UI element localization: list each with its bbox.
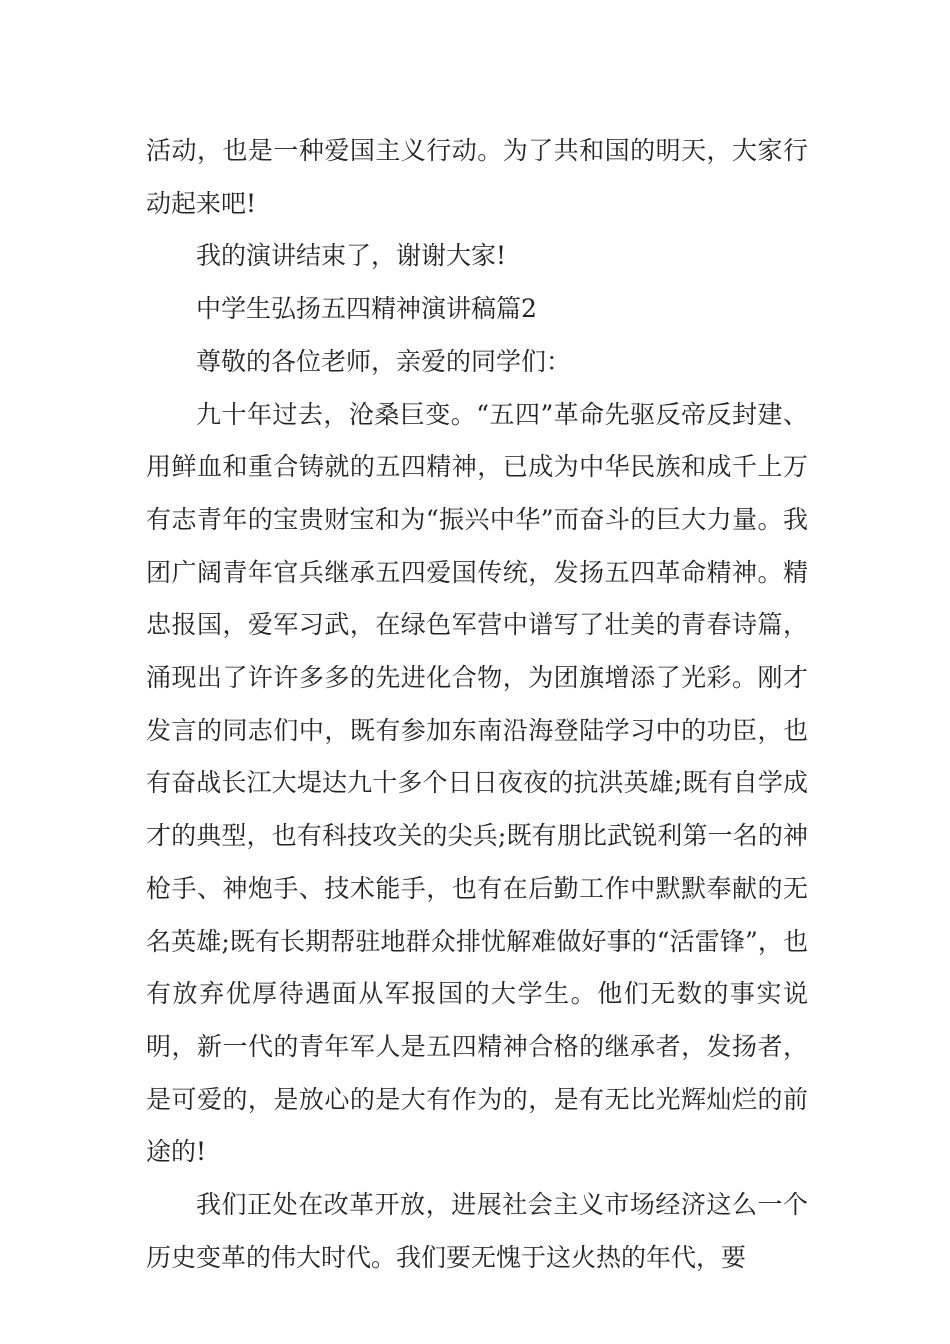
document-body bbox=[146, 125, 808, 1284]
paragraph-body: 九十年过去，沧桑巨变。“五四”革命先驱反帝反封建、用鲜血和重合铸就的五四精神，已成为中华民族和成千上万有志青年的宝贵财宝和为“振兴中华”而奋斗的巨大力量。我团广阔青年官兵继承五四爱国传统，发扬五四革命精神。精忠报国，爱军习武，在绿色军营中谱写了壮美的青春诗篇，涌现出了许许多多的先进化合物，为团旗增添了光彩。刚才发言的同志们中，既有参加东南沿海登陆学习中的功臣，也有奋战长江大堤达九十多个日日夜夜的抗洪英雄;既有自学成才的典型，也有科技攻关的尖兵;既有朋比武锐利第一名的神枪手、神炮手、技术能手，也有在后勤工作中默默奉献的无名英雄;既有长期帮驻地群众排忧解难做好事的“活雷锋”，也有放弃优厚待遇面从军报国的大学生。他们无数的事实说明，新一代的青年军人是五四精神合格的继承者，发扬者，是可爱的，是放心的是大有作为的，是有无比光辉灿烂的前途的! bbox=[146, 399, 808, 1167]
section-title: 中学生弘扬五四精神演讲稿篇2 bbox=[196, 294, 537, 324]
salutation: 尊敬的各位老师，亲爱的同学们： bbox=[196, 346, 572, 376]
paragraph-body: 我们正处在改革开放，进展社会主义市场经济这么一个历史变革的伟大时代。我们要无愧于这火热的年代，要 bbox=[146, 1190, 808, 1272]
paragraph-closing: 我的演讲结束了，谢谢大家! bbox=[196, 241, 507, 271]
paragraph-continuation: 活动，也是一种爱国主义行动。为了共和国的明天，大家行动起来吧! bbox=[146, 136, 808, 218]
